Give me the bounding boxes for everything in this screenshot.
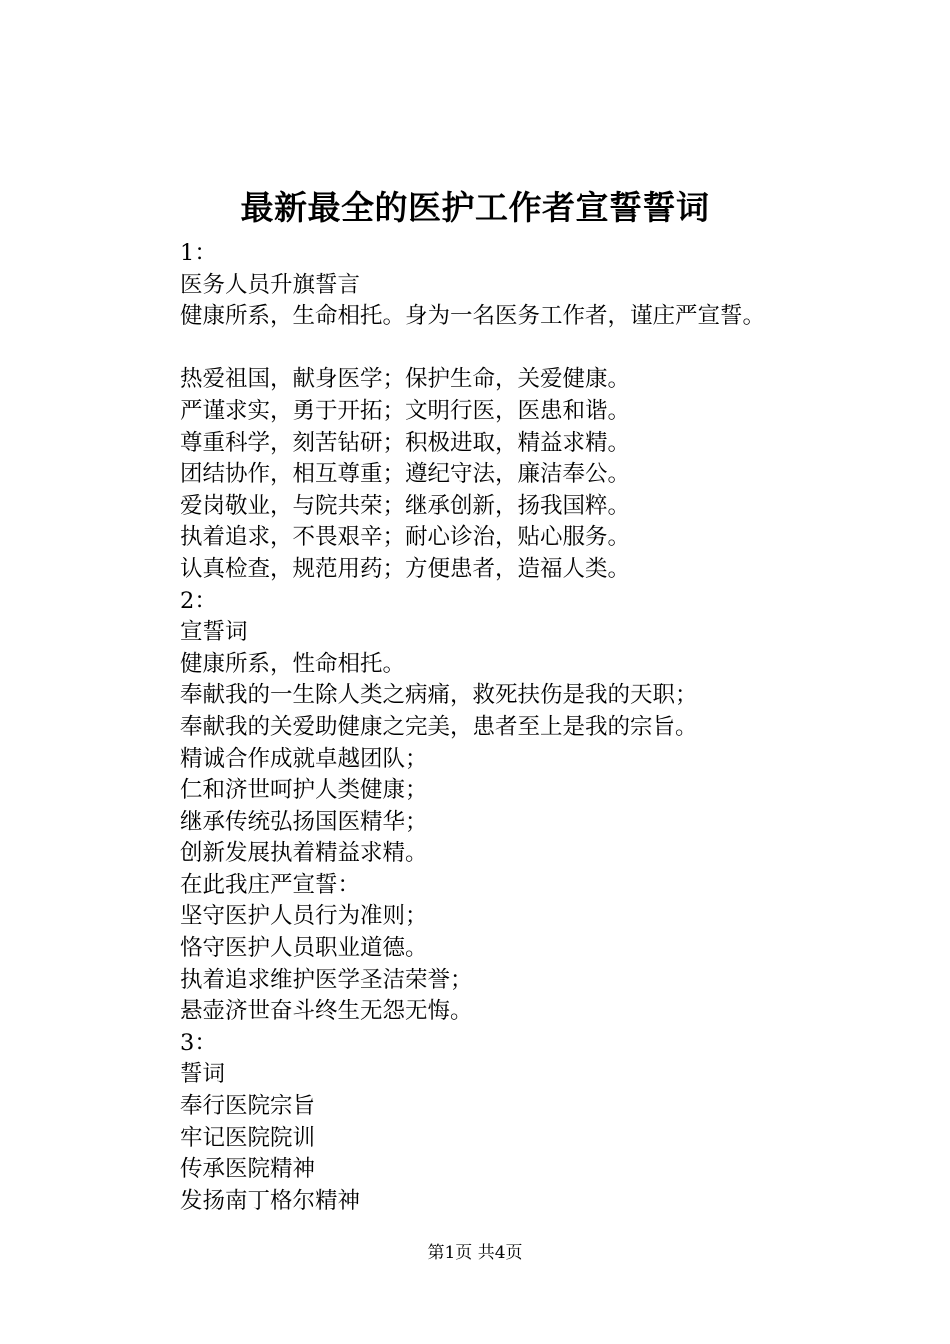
oath-line: 创新发展执着精益求精。 bbox=[180, 840, 428, 867]
oath-line: 奉行医院宗旨 bbox=[180, 1093, 316, 1120]
section-2-number: 2： bbox=[180, 587, 217, 614]
oath-line: 团结协作，相互尊重；遵纪守法，廉洁奉公。 bbox=[180, 461, 631, 488]
oath-line: 严谨求实，勇于开拓；文明行医，医患和谐。 bbox=[180, 397, 631, 424]
document-body bbox=[180, 238, 940, 1217]
oath-line: 继承传统弘扬国医精华； bbox=[180, 808, 428, 835]
oath-line: 奉献我的关爱助健康之完美，患者至上是我的宗旨。 bbox=[180, 713, 698, 740]
oath-line: 坚守医护人员行为准则； bbox=[180, 903, 428, 930]
oath-line: 传承医院精神 bbox=[180, 1156, 316, 1183]
oath-line: 认真检查，规范用药；方便患者，造福人类。 bbox=[180, 555, 631, 582]
oath-line: 牢记医院院训 bbox=[180, 1124, 316, 1151]
oath-line: 尊重科学，刻苦钻研；积极进取，精益求精。 bbox=[180, 429, 631, 456]
section-3-number: 3： bbox=[180, 1029, 217, 1056]
oath-line: 执着追求，不畏艰辛；耐心诊治，贴心服务。 bbox=[180, 524, 631, 551]
oath-line: 爱岗敬业，与院共荣；继承创新，扬我国粹。 bbox=[180, 492, 631, 519]
oath-line: 热爱祖国，献身医学；保护生命，关爱健康。 bbox=[180, 366, 631, 393]
oath-line: 奉献我的一生除人类之病痛，救死扶伤是我的天职； bbox=[180, 682, 698, 709]
oath-line: 恪守医护人员职业道德。 bbox=[180, 935, 428, 962]
page-title: 最新最全的医护工作者宣誓誓词 bbox=[240, 188, 710, 227]
blank-line bbox=[180, 333, 940, 365]
page-footer: 第1页 共4页 bbox=[427, 1243, 523, 1263]
oath-line: 执着追求维护医学圣洁荣誉； bbox=[180, 966, 473, 993]
oath-line: 精诚合作成就卓越团队； bbox=[180, 745, 428, 772]
oath-line: 仁和济世呵护人类健康； bbox=[180, 777, 428, 804]
section-3-heading: 誓词 bbox=[180, 1061, 226, 1088]
oath-line: 悬壶济世奋斗终生无怨无悔。 bbox=[180, 998, 473, 1025]
section-1-heading: 医务人员升旗誓言 bbox=[180, 271, 361, 298]
oath-line: 健康所系，性命相托。 bbox=[180, 650, 406, 677]
section-2-heading: 宣誓词 bbox=[180, 619, 248, 646]
section-1-number: 1： bbox=[180, 240, 217, 266]
section-1-intro: 健康所系，生命相托。身为一名医务工作者，谨庄严宣誓。 bbox=[180, 303, 766, 330]
oath-line: 在此我庄严宣誓： bbox=[180, 871, 361, 898]
oath-line: 发扬南丁格尔精神 bbox=[180, 1187, 361, 1214]
